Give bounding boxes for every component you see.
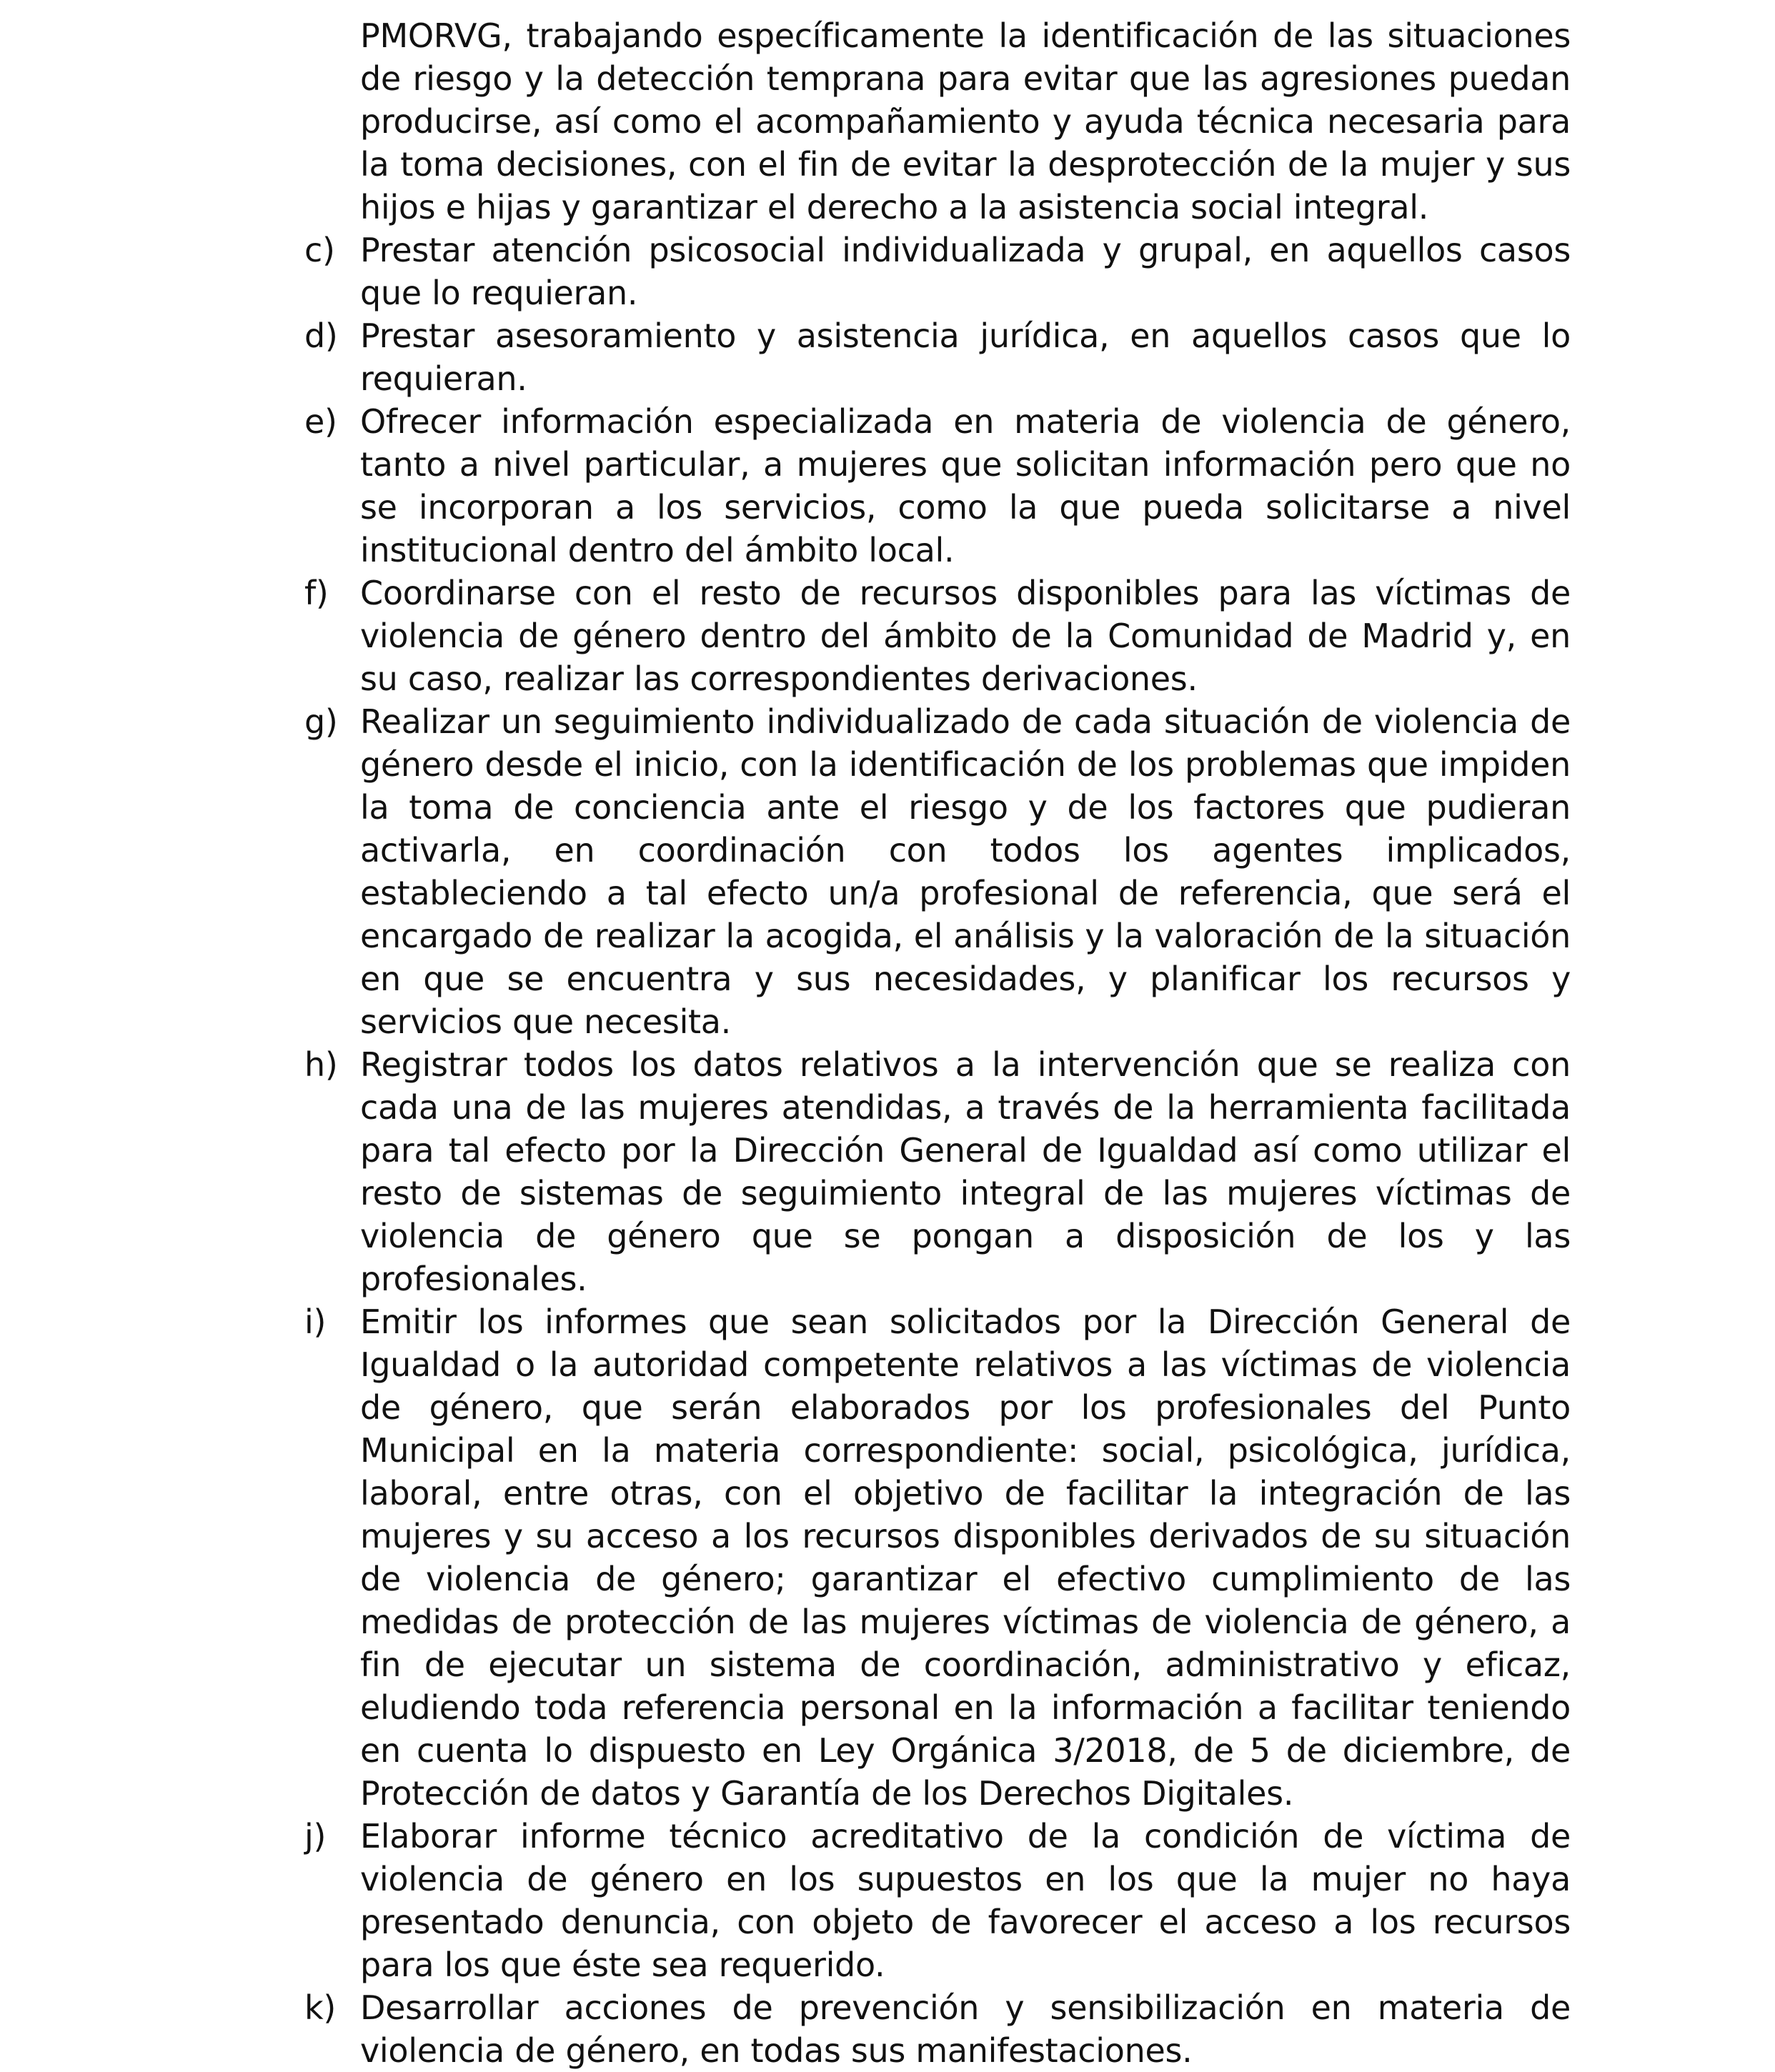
list-item-text: Ofrecer información especializada en materia de violencia de género, tanto a nivel particular, a mujeres que solicitan información pero que no se incorporan a los servicios, como la que pueda solicitarse a nivel institucional dentro del ámbito local. [360,402,1571,569]
list-item-text: Registrar todos los datos relativos a la intervención que se realiza con cada una de las mujeres atendidas, a través de la herramienta facilitada para tal efecto por la Dirección General de Igualdad así como utilizar el resto de sistemas de seguimiento integral de las mujeres víctimas de violencia de género que se pongan a disposición de los y las profesionales. [360,1045,1571,1298]
list-item-text: Emitir los informes que sean solicitados por la Dirección General de Igualdad o la autoridad competente relativos a las víctimas de violencia de género, que serán elaborados por los profesionales del Punto Municipal en la materia correspondiente: social, psicológica, jurídica, laboral, entre otras, con el objetivo de facilitar la integración de las mujeres y su acceso a los recursos disponibles derivados de su situación de violencia de género; garantizar el efectivo cumplimiento de las medidas de protección de las mujeres víctimas de violencia de género, a fin de ejecutar un sistema de coordinación, administrativo y eficaz, eludiendo toda referencia personal en la información a facilitar teniendo en cuenta lo dispuesto en Ley Orgánica 3/2018, de 5 de diciembre, de Protección de datos y Garantía de los Derechos Digitales. [360,1303,1571,1813]
list-item-text: Prestar atención psicosocial individualizada y grupal, en aquellos casos que lo requieran. [360,231,1571,312]
list-item-marker: k) [304,1988,336,2027]
list-item-marker: g) [304,702,338,741]
list-item-i [304,1300,1571,1815]
list-item-marker: d) [304,317,338,355]
list-item-text: Prestar asesoramiento y asistencia jurídica, en aquellos casos que lo requieran. [360,317,1571,398]
list-item-marker: j) [304,1817,327,1856]
list-item-marker: c) [304,231,335,269]
list-item-text: Realizar un seguimiento individualizado de cada situación de violencia de género desde el inicio, con la identificación de los problemas que impiden la toma de conciencia ante el riesgo y de los factores que pudieran activarla, en coordinación con todos los agentes implicados, estableciendo a tal efecto un/a profesional de referencia, que será el encargado de realizar la acogida, el análisis y la valoración de la situación en que se encuentra y sus necesidades, y planificar los recursos y servicios que necesita. [360,702,1571,1041]
list-item-j [304,1815,1571,1986]
list-item-f [304,572,1571,700]
list-item-continuation [360,14,1571,229]
list-item-g [304,700,1571,1043]
list-item-d [304,314,1571,400]
list-item-e [304,400,1571,572]
list-item-h [304,1043,1571,1300]
list-item-marker: e) [304,402,337,441]
list-item-marker: h) [304,1045,338,1084]
list-item-marker: i) [304,1303,327,1341]
list-item-k [304,1986,1571,2072]
list-item-marker: f) [304,574,329,612]
list-item-text: Elaborar informe técnico acreditativo de la condición de víctima de violencia de género en los supuestos en los que la mujer no haya presentado denuncia, con objeto de favorecer el acceso a los recursos para los que éste sea requerido. [360,1817,1571,1984]
list-item-text: Desarrollar acciones de prevención y sensibilización en materia de violencia de género, en todas sus manifestaciones. [360,1988,1571,2070]
list-item-text: Coordinarse con el resto de recursos disponibles para las víctimas de violencia de género dentro del ámbito de la Comunidad de Madrid y, en su caso, realizar las correspondientes derivaciones. [360,574,1571,698]
list-item-text: PMORVG, trabajando específicamente la identificación de las situaciones de riesgo y la detección temprana para evitar que las agresiones puedan producirse, así como el acompañamiento y ayuda técnica necesaria para la toma decisiones, con el fin de evitar la desprotección de la mujer y sus hijos e hijas y garantizar el derecho a la asistencia social integral. [360,16,1571,226]
functions-list [304,14,1571,2072]
list-item-c [304,229,1571,314]
